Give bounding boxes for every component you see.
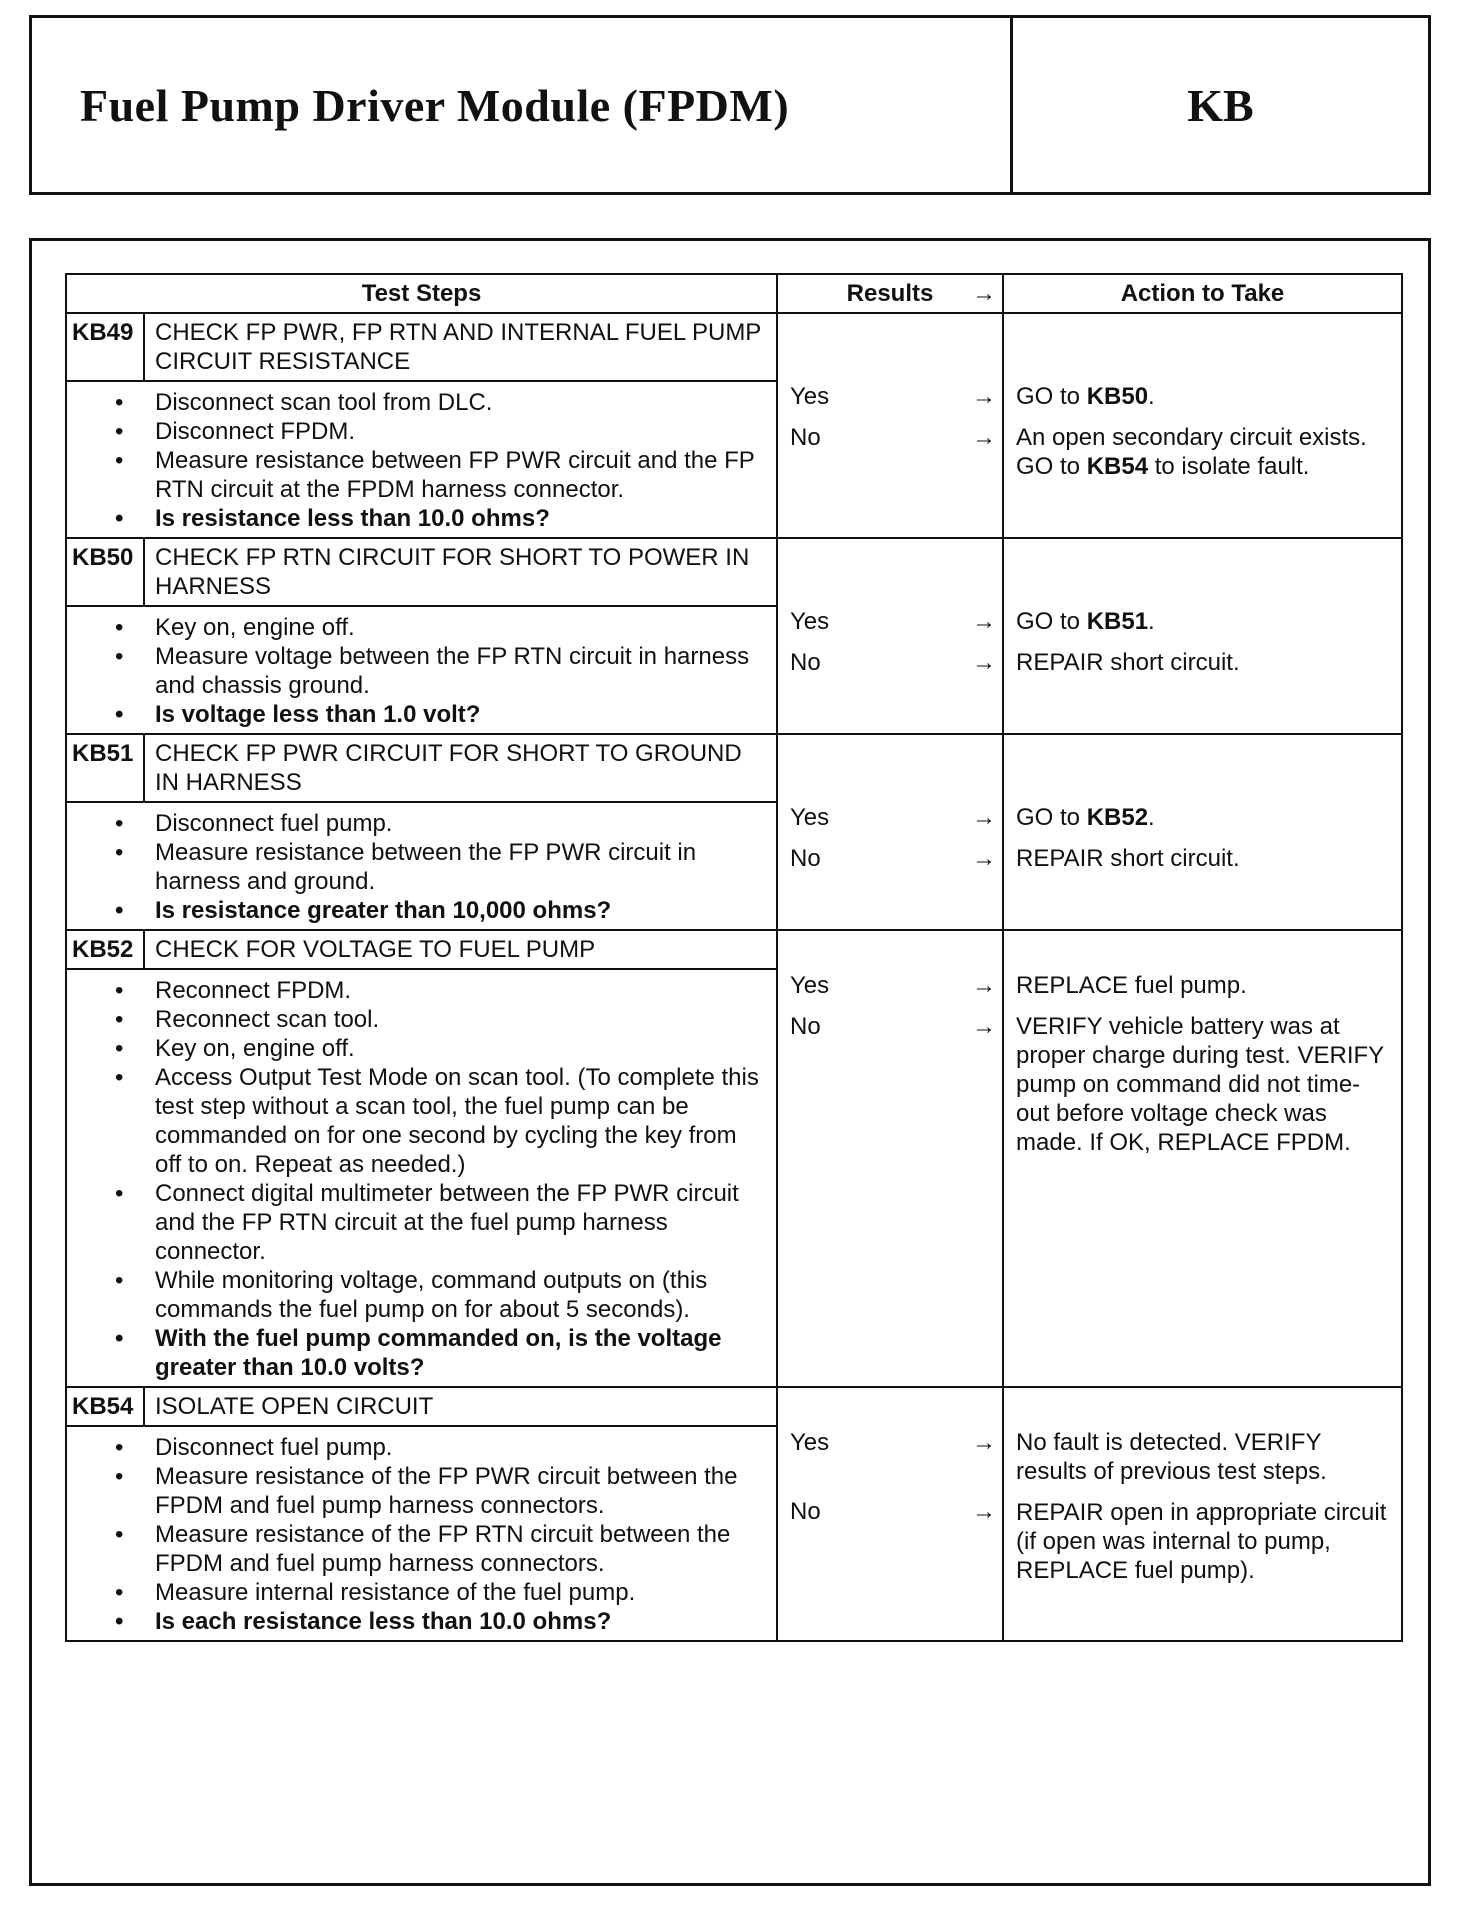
actions-cell (1003, 734, 1402, 930)
arrow-icon: → (972, 608, 996, 635)
result-yes (778, 1428, 1002, 1457)
result-yes-label: Yes (790, 804, 830, 831)
action-yes (1004, 382, 1401, 411)
test-steps-table (65, 273, 1403, 1642)
actions-cell (1003, 538, 1402, 734)
result-no-label: No (790, 1498, 821, 1525)
action-text: . (1148, 804, 1155, 831)
result-yes (778, 607, 1002, 636)
list-item: • Reconnect FPDM. (155, 976, 768, 1005)
step-question: • With the fuel pump commanded on, is the voltage greater than 10.0 volts? (155, 1324, 768, 1382)
step-title: CHECK FP PWR, FP RTN AND INTERNAL FUEL PUMP CIRCUIT RESISTANCE (144, 313, 777, 381)
arrow-icon: → (972, 804, 996, 831)
results-cell (777, 538, 1003, 734)
result-no (778, 844, 1002, 873)
step-instructions (66, 802, 777, 930)
section-code: KB (1187, 79, 1254, 131)
result-no (778, 1012, 1002, 1041)
step-title: ISOLATE OPEN CIRCUIT (144, 1387, 777, 1426)
action-text: GO to (1016, 804, 1087, 831)
action-no: REPAIR short circuit. (1016, 649, 1240, 676)
result-no-label: No (790, 649, 821, 676)
action-yes (1004, 607, 1401, 636)
table-header-row (66, 274, 1402, 313)
result-yes (778, 971, 1002, 1000)
list-item: • While monitoring voltage, command outputs on (this commands the fuel pump on for about 5 seconds). (155, 1266, 768, 1324)
list-item: • Reconnect scan tool. (155, 1005, 768, 1034)
list-item: • Disconnect FPDM. (155, 417, 768, 446)
col-header-results-label: Results (846, 280, 934, 307)
action-no: REPAIR short circuit. (1016, 845, 1240, 872)
list-item: • Measure resistance of the FP PWR circuit between the FPDM and fuel pump harness connectors. (155, 1462, 768, 1520)
list-item: • Key on, engine off. (155, 1034, 768, 1063)
arrow-icon: → (972, 845, 996, 872)
action-text: GO to (1016, 608, 1087, 635)
actions-cell (1003, 1387, 1402, 1641)
result-no (778, 423, 1002, 452)
list-item: • Measure voltage between the FP RTN circuit in harness and chassis ground. (155, 642, 768, 700)
step-instructions (66, 1426, 777, 1641)
step-reference: KB50 (1086, 383, 1149, 410)
result-no (778, 648, 1002, 677)
arrow-icon: → (972, 972, 996, 999)
list-item: • Disconnect scan tool from DLC. (155, 388, 768, 417)
arrow-icon: → (972, 424, 996, 451)
result-yes-label: Yes (790, 383, 830, 410)
step-question: • Is each resistance less than 10.0 ohms? (155, 1607, 768, 1636)
action-text: . (1148, 608, 1155, 635)
list-item: • Measure internal resistance of the fuel pump. (155, 1578, 768, 1607)
action-yes (1004, 803, 1401, 832)
list-item: • Measure resistance between FP PWR circuit and the FP RTN circuit at the FPDM harness connector. (155, 446, 768, 504)
action-text: An open secondary circuit exists. GO to (1016, 424, 1367, 480)
arrow-icon: → (972, 1013, 996, 1040)
list-item: • Connect digital multimeter between the FP PWR circuit and the FP RTN circuit at the fuel pump harness connector. (155, 1179, 768, 1266)
arrow-icon: → (972, 280, 996, 307)
step-title: CHECK FP RTN CIRCUIT FOR SHORT TO POWER IN HARNESS (144, 538, 777, 606)
result-yes-label: Yes (790, 608, 830, 635)
action-no: REPAIR open in appropriate circuit (if open was internal to pump, REPLACE fuel pump). (1016, 1499, 1387, 1584)
results-cell (777, 930, 1003, 1387)
actions-cell (1003, 313, 1402, 538)
result-no-label: No (790, 845, 821, 872)
result-yes-label: Yes (790, 1429, 830, 1456)
list-item: • Measure resistance of the FP RTN circuit between the FPDM and fuel pump harness connectors. (155, 1520, 768, 1578)
action-no: VERIFY vehicle battery was at proper charge during test. VERIFY pump on command did not time-out before voltage check was made. If OK, REPLACE FPDM. (1016, 1013, 1384, 1156)
step-instructions (66, 606, 777, 734)
step-id: KB50 (66, 538, 144, 606)
list-item: • Key on, engine off. (155, 613, 768, 642)
arrow-icon: → (972, 1498, 996, 1525)
step-question: • Is voltage less than 1.0 volt? (155, 700, 768, 729)
step-question: • Is resistance greater than 10,000 ohms? (155, 896, 768, 925)
arrow-icon: → (972, 1429, 996, 1456)
action-text: . (1148, 383, 1155, 410)
step-title: CHECK FP PWR CIRCUIT FOR SHORT TO GROUND IN HARNESS (144, 734, 777, 802)
step-header-row (66, 1387, 1402, 1426)
step-id: KB54 (66, 1387, 144, 1426)
step-reference: KB51 (1086, 608, 1149, 635)
result-yes-label: Yes (790, 972, 830, 999)
step-question: • Is resistance less than 10.0 ohms? (155, 504, 768, 533)
results-cell (777, 313, 1003, 538)
col-header-results (777, 274, 1003, 313)
step-header-row (66, 313, 1402, 381)
action-text: to isolate fault. (1148, 453, 1310, 480)
step-reference: KB52 (1086, 804, 1149, 831)
step-header-row (66, 734, 1402, 802)
step-instructions (66, 381, 777, 538)
step-header-row (66, 538, 1402, 606)
step-id: KB52 (66, 930, 144, 969)
arrow-icon: → (972, 383, 996, 410)
step-header-row (66, 930, 1402, 969)
page-header (29, 15, 1431, 195)
action-yes: No fault is detected. VERIFY results of previous test steps. (1016, 1429, 1327, 1485)
list-item: • Access Output Test Mode on scan tool. (To complete this test step without a scan tool, the fuel pump can be commanded on for one second by cycling the key from off to on. Repeat as needed.) (155, 1063, 768, 1179)
action-text: GO to (1016, 383, 1087, 410)
page-title: Fuel Pump Driver Module (FPDM) (32, 18, 1013, 192)
step-instructions (66, 969, 777, 1387)
col-header-action: Action to Take (1003, 274, 1402, 313)
results-cell (777, 1387, 1003, 1641)
list-item: • Disconnect fuel pump. (155, 1433, 768, 1462)
content-frame (29, 238, 1431, 1886)
action-no (1004, 423, 1401, 481)
result-yes (778, 803, 1002, 832)
arrow-icon: → (972, 649, 996, 676)
result-no-label: No (790, 424, 821, 451)
result-yes (778, 382, 1002, 411)
step-id: KB49 (66, 313, 144, 381)
col-header-test-steps: Test Steps (66, 274, 777, 313)
result-no (778, 1497, 1002, 1526)
list-item: • Disconnect fuel pump. (155, 809, 768, 838)
list-item: • Measure resistance between the FP PWR circuit in harness and ground. (155, 838, 768, 896)
step-id: KB51 (66, 734, 144, 802)
results-cell (777, 734, 1003, 930)
step-reference: KB54 (1086, 453, 1149, 480)
result-no-label: No (790, 1013, 821, 1040)
step-title: CHECK FOR VOLTAGE TO FUEL PUMP (144, 930, 777, 969)
action-yes: REPLACE fuel pump. (1016, 972, 1247, 999)
actions-cell (1003, 930, 1402, 1387)
